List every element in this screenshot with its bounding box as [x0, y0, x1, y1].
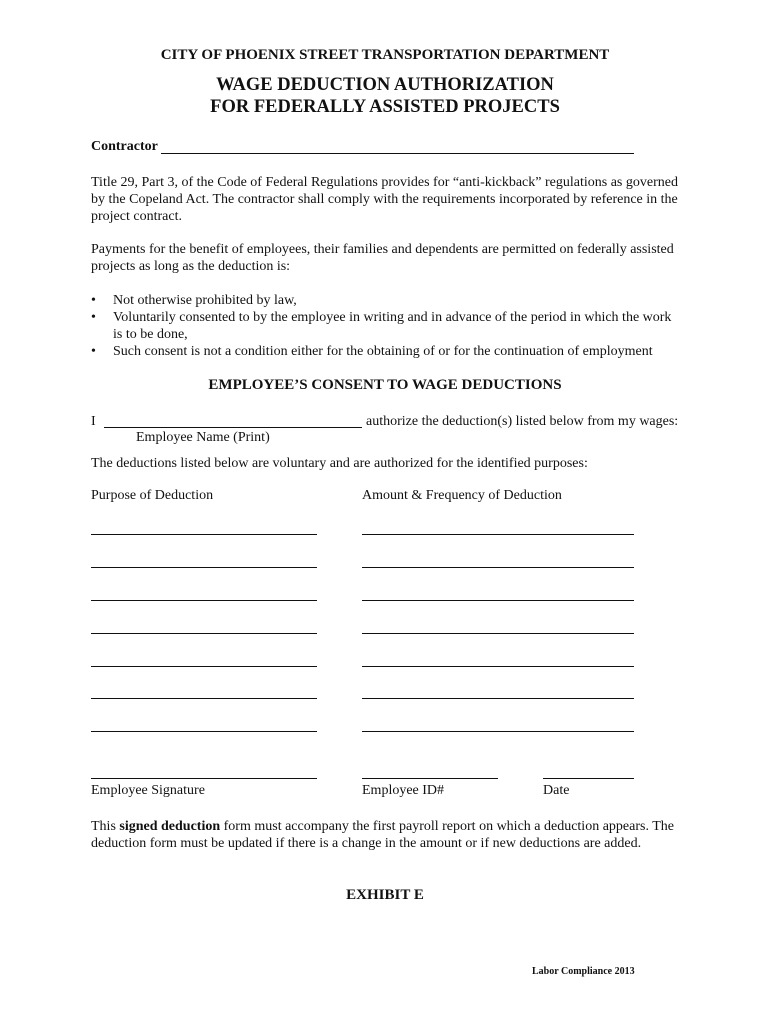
- labor-compliance-footer: Labor Compliance 2013: [532, 966, 635, 977]
- note-prefix: This: [91, 819, 120, 834]
- department-heading: CITY OF PHOENIX STREET TRANSPORTATION DEPARTMENT: [160, 47, 610, 63]
- purpose-field[interactable]: [91, 534, 317, 535]
- amount-field[interactable]: [362, 698, 634, 699]
- employee-name-caption: Employee Name (Print): [136, 430, 270, 445]
- i-label: I: [91, 414, 96, 429]
- amount-field[interactable]: [362, 633, 634, 634]
- purpose-field[interactable]: [91, 633, 317, 634]
- note-suffix: form must accompany the first payroll report on which a deduction appears. The deduction form must be updated if there is a change in the amount or if new deductions are added.: [91, 819, 674, 851]
- amount-column-header: Amount & Frequency of Deduction: [362, 488, 562, 503]
- purpose-field[interactable]: [91, 600, 317, 601]
- contractor-field[interactable]: [161, 153, 634, 154]
- form-title-line1: WAGE DEDUCTION AUTHORIZATION: [216, 75, 554, 95]
- consent-heading: EMPLOYEE’S CONSENT TO WAGE DEDUCTIONS: [208, 377, 562, 393]
- amount-field[interactable]: [362, 567, 634, 568]
- list-item: • Not otherwise prohibited by law,: [91, 292, 681, 309]
- exhibit-label: EXHIBIT E: [346, 887, 424, 903]
- employee-signature-field[interactable]: [91, 778, 317, 779]
- list-item: • Such consent is not a condition either for the obtaining of or for the continuation of employment: [91, 343, 681, 360]
- payments-paragraph: Payments for the benefit of employees, their families and dependents are permitted on federally assisted projects as long as the deduction is:: [91, 242, 674, 274]
- amount-field[interactable]: [362, 600, 634, 601]
- title29-paragraph: Title 29, Part 3, of the Code of Federal Regulations provides for “anti-kickback” regulations as governed by the Copeland Act. The contractor shall comply with the requirements incorporated by reference in the project contract.: [91, 175, 678, 224]
- note-bold: signed deduction: [119, 819, 221, 834]
- employee-name-field[interactable]: [104, 427, 362, 428]
- authorize-text: authorize the deduction(s) listed below from my wages:: [366, 414, 679, 429]
- purpose-field[interactable]: [91, 567, 317, 568]
- amount-field[interactable]: [362, 731, 634, 732]
- purpose-field[interactable]: [91, 698, 317, 699]
- employee-id-label: Employee ID#: [362, 783, 445, 798]
- purpose-field[interactable]: [91, 666, 317, 667]
- amount-field[interactable]: [362, 666, 634, 667]
- contractor-label: Contractor: [91, 139, 158, 154]
- employee-id-field[interactable]: [362, 778, 498, 779]
- amount-field[interactable]: [362, 534, 634, 535]
- submission-note: [91, 818, 681, 852]
- list-item: • Voluntarily consented to by the employee in writing and in advance of the period in which the work is to be done,: [91, 309, 681, 343]
- date-label: Date: [543, 783, 570, 798]
- employee-signature-label: Employee Signature: [91, 783, 205, 798]
- voluntary-text: The deductions listed below are voluntary and are authorized for the identified purposes:: [91, 456, 588, 471]
- form-title-line2: FOR FEDERALLY ASSISTED PROJECTS: [210, 97, 560, 117]
- deduction-conditions-list: [91, 292, 681, 360]
- date-field[interactable]: [543, 778, 634, 779]
- purpose-field[interactable]: [91, 731, 317, 732]
- purpose-column-header: Purpose of Deduction: [91, 488, 214, 503]
